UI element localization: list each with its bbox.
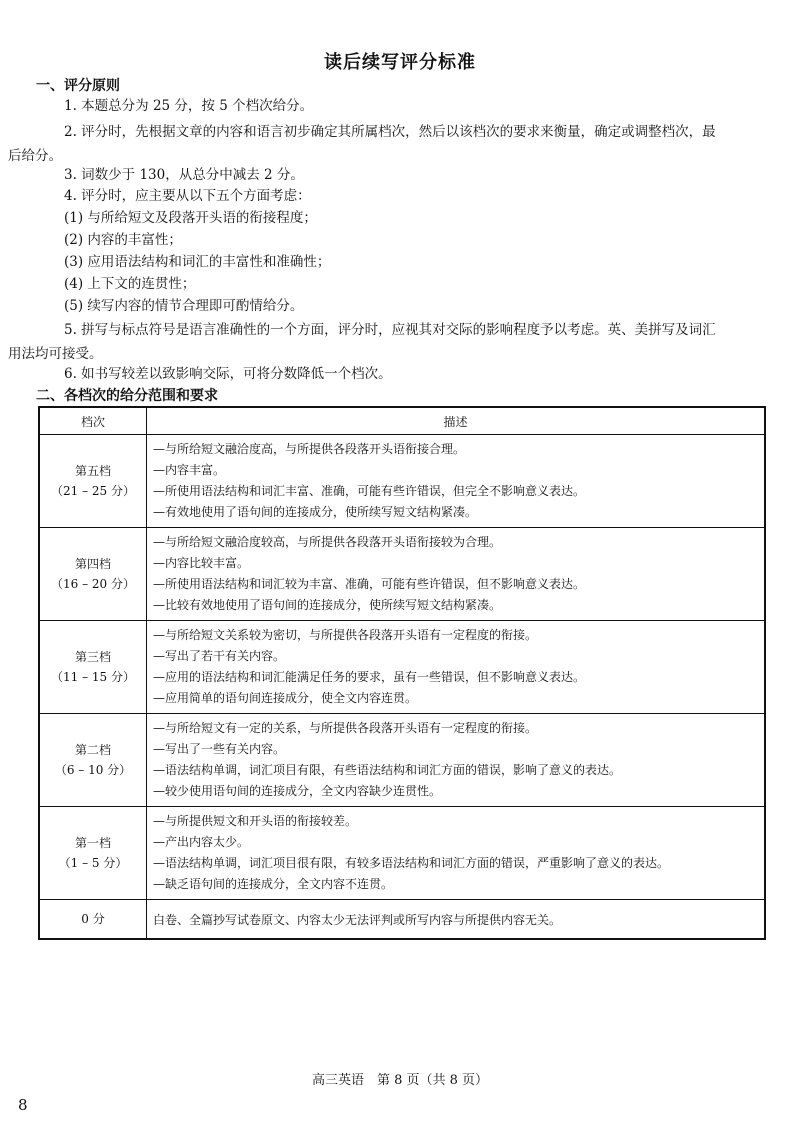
column-header-description: 描述	[147, 407, 766, 435]
band-criterion: —比较有效地使用了语句间的连接成分，使所续写短文结构紧凑。	[153, 598, 502, 612]
principle-5-line-2: 用法均可接受。	[8, 346, 103, 362]
band-criterion: —所使用语法结构和词汇丰富、准确，可能有些许错误，但完全不影响意义表达。	[153, 484, 586, 498]
band-criterion: —语法结构单调，词汇项目很有限，有较多语法结构和词汇方面的错误，严重影响了意义的表达。	[153, 856, 670, 870]
page-title: 读后续写评分标准	[324, 52, 476, 73]
column-header-level: 档次	[39, 407, 147, 435]
table-row	[39, 900, 765, 940]
band-criterion: —产出内容太少。	[153, 835, 250, 849]
page-number: 8	[18, 1096, 28, 1114]
band-criterion: —缺乏语句间的连接成分，全文内容不连贯。	[153, 877, 394, 891]
band-criterion: —有效地使用了语句间的连接成分，使所续写短文结构紧凑。	[153, 505, 478, 519]
table-row	[39, 714, 765, 807]
criterion-item: (5) 续写内容的情节合理即可酌情给分。	[64, 298, 304, 314]
zero-score-description: 白卷、全篇抄写试卷原文、内容太少无法评判或所写内容与所提供内容无关。	[147, 900, 766, 940]
band-name: 第三档	[74, 650, 111, 664]
scoring-table	[38, 406, 766, 940]
band-name: 第一档	[74, 836, 111, 850]
band-level-cell	[39, 621, 147, 714]
band-criterion: —语法结构单调，词汇项目有限，有些语法结构和词汇方面的错误，影响了意义的表达。	[153, 763, 622, 777]
criterion-item: (3) 应用语法结构和词汇的丰富性和准确性；	[64, 254, 331, 270]
criterion-item: (4) 上下文的连贯性；	[64, 276, 196, 292]
band-name: 第四档	[74, 557, 111, 571]
band-range: （16 – 20 分）	[51, 577, 135, 591]
section-heading-bands: 二、各档次的给分范围和要求	[36, 388, 218, 404]
band-level-cell	[39, 714, 147, 807]
principle-2-line-1: 2. 评分时，先根据文章的内容和语言初步确定其所属档次，然后以该档次的要求来衡量，确定或调整档次，最	[64, 124, 716, 140]
principle-6: 6. 如书写较差以致影响交际，可将分数降低一个档次。	[64, 366, 392, 382]
band-criterion: —应用简单的语句间连接成分，使全文内容连贯。	[153, 691, 418, 705]
band-criterion: —与所给短文融洽度较高，与所提供各段落开头语衔接较为合理。	[153, 535, 502, 549]
band-description-cell	[147, 528, 766, 621]
band-criterion: —写出了一些有关内容。	[153, 742, 286, 756]
principle-2	[8, 120, 766, 168]
principle-3: 3. 词数少于 130，从总分中减去 2 分。	[64, 167, 304, 183]
band-description-cell	[147, 435, 766, 528]
criterion-item: (2) 内容的丰富性；	[64, 232, 182, 248]
band-range: （1 – 5 分）	[58, 856, 128, 870]
principle-5	[8, 318, 766, 366]
principle-4: 4. 评分时，应主要从以下五个方面考虑：	[64, 188, 311, 204]
page-footer: 高三英语 第 8 页（共 8 页）	[311, 1073, 489, 1088]
table-row	[39, 807, 765, 900]
principle-2-line-2: 后给分。	[8, 148, 62, 164]
zero-score-level: 0 分	[39, 900, 147, 940]
principle-1: 1. 本题总分为 25 分，按 5 个档次给分。	[64, 98, 314, 114]
band-criterion: —与所提供短文和开头语的衔接较差。	[153, 814, 358, 828]
band-range: （21 – 25 分）	[51, 484, 135, 498]
band-criterion: —写出了若干有关内容。	[153, 649, 286, 663]
section-heading-principles: 一、评分原则	[36, 78, 120, 94]
principle-5-line-1: 5. 拼写与标点符号是语言准确性的一个方面，评分时，应视其对交际的影响程度予以考虑。英、美拼写及词汇	[64, 322, 716, 338]
band-description-cell	[147, 621, 766, 714]
band-criterion: —与所给短文融洽度高，与所提供各段落开头语衔接合理。	[153, 442, 466, 456]
table-header-row	[39, 407, 765, 435]
band-name: 第二档	[74, 743, 111, 757]
band-criterion: —内容丰富。	[153, 463, 226, 477]
band-criterion: —应用的语法结构和词汇能满足任务的要求，虽有一些错误，但不影响意义表达。	[153, 670, 586, 684]
band-name: 第五档	[74, 464, 111, 478]
band-range: （6 – 10 分）	[54, 763, 132, 777]
band-criterion: —较少使用语句间的连接成分，全文内容缺少连贯性。	[153, 784, 442, 798]
band-criterion: —与所给短文关系较为密切，与所提供各段落开头语有一定程度的衔接。	[153, 628, 538, 642]
band-description-cell	[147, 714, 766, 807]
table-row	[39, 435, 765, 528]
table-row	[39, 528, 765, 621]
band-description-cell	[147, 807, 766, 900]
criterion-item: (1) 与所给短文及段落开头语的衔接程度；	[64, 210, 317, 226]
band-level-cell	[39, 807, 147, 900]
band-criterion: —所使用语法结构和词汇较为丰富、准确，可能有些许错误，但不影响意义表达。	[153, 577, 586, 591]
band-range: （11 – 15 分）	[51, 670, 135, 684]
band-criterion: —与所给短文有一定的关系，与所提供各段落开头语有一定程度的衔接。	[153, 721, 538, 735]
band-level-cell	[39, 528, 147, 621]
band-level-cell	[39, 435, 147, 528]
table-row	[39, 621, 765, 714]
band-criterion: —内容比较丰富。	[153, 556, 250, 570]
